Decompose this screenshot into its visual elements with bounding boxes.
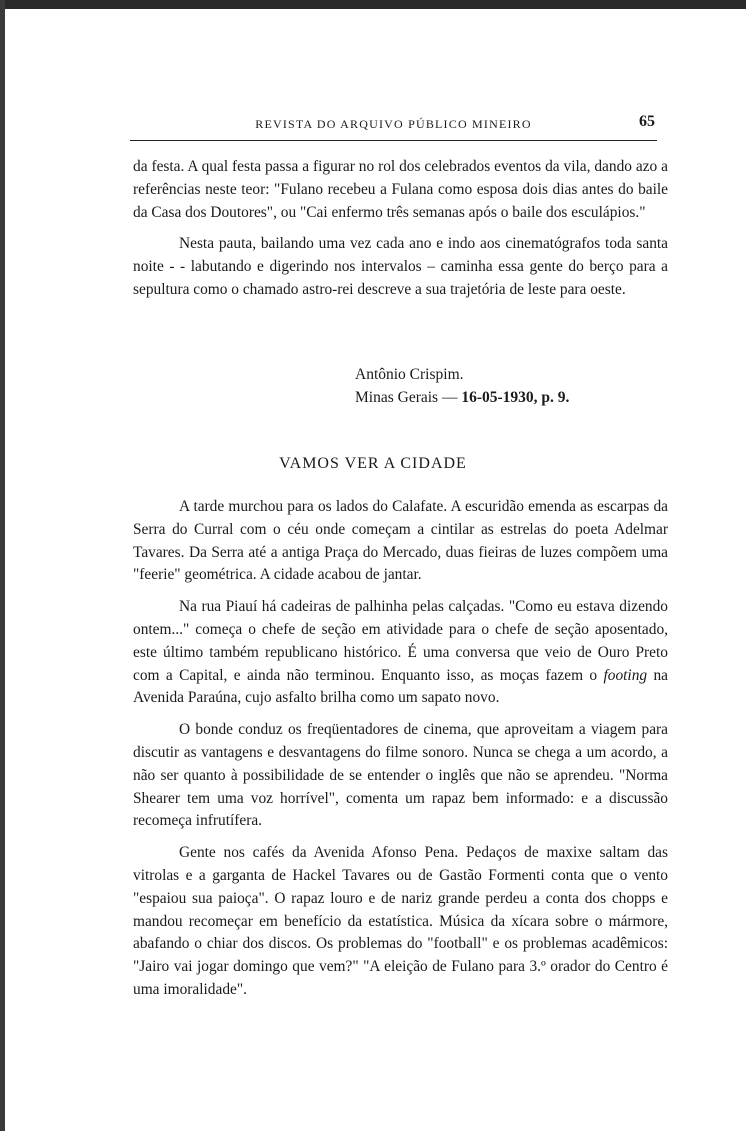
paragraph-continuation: da festa. A qual festa passa a figurar no rol dos celebrados eventos da vila, dando azo a referências neste teor: "Fulano recebeu a Fulana como esposa dois dias antes do baile da Casa dos Doutores", ou "Cai enfermo três semanas após o baile dos esculápios."	[133, 158, 668, 221]
page-header	[130, 113, 657, 141]
signature	[355, 363, 569, 409]
scan-edge-top	[0, 0, 746, 9]
paragraph-text: na Avenida Paraúna, cujo asfalto brilha como um sapato novo.	[133, 666, 668, 707]
paragraph: O bonde conduz os freqüentadores de cinema, que aproveitam a viagem para discutir as vantagens e desvantagens do filme sonoro. Nunca se chega a um acordo, a não ser quanto à possibilidade de se entender o inglês que não se aprendeu. "Norma Shearer tem uma voz horrível", comenta um rapaz bem informado: e a discussão recomeça infrutífera.	[133, 721, 668, 830]
section-title: VAMOS VER A CIDADE	[279, 455, 467, 472]
page-number: 65	[639, 113, 655, 130]
paragraph: A tarde murchou para os lados do Calafate. A escuridão emenda as escarpas da Serra do Curral com o céu onde começam a cintilar as estrelas do poeta Adelmar Tavares. Da Serra até a antiga Praça do Mercado, duas fieiras de luzes compõem uma "feerie" geométrica. A cidade acabou de jantar.	[133, 498, 668, 584]
signature-source	[355, 386, 569, 409]
signature-author: Antônio Crispim.	[355, 366, 464, 383]
source-name: Minas Gerais —	[355, 389, 462, 406]
scan-edge-left	[0, 0, 5, 1131]
source-date: 16-05-1930, p. 9.	[461, 389, 570, 406]
paragraph: Gente nos cafés da Avenida Afonso Pena. Pedaços de maxixe saltam das vitrolas e a garganta de Hackel Tavares ou de Gastão Formenti conta que o vento "espaiou sua paioça". O rapaz louro e de nariz grande perdeu a conta dos chopps e mandou recomeçar em benefício da estatística. Música da xícara sobre o mármore, abafando o chiar dos discos. Os problemas do "football" e os problemas acadêmicos: "Jairo vai jogar domingo que vem?" "A eleição de Fulano para 3.º orador do Centro é uma imoralidade".	[133, 844, 668, 998]
running-title: REVISTA DO ARQUIVO PÚBLICO MINEIRO	[255, 117, 532, 131]
paragraph	[133, 596, 668, 710]
paragraph-text: Na rua Piauí há cadeiras de palhinha pelas calçadas. "Como eu estava dizendo ontem..." começa o chefe de seção em atividade para o chefe de seção aposentado, este último também republicano histórico. É uma conversa que veio de Ouro Preto com a Capital, e ainda não terminou. Enquanto isso, as moças fazem o	[133, 598, 668, 684]
header-rule	[130, 140, 657, 141]
italic-word: footing	[603, 666, 648, 684]
section-text-block	[133, 496, 668, 1002]
top-text-block	[133, 156, 668, 302]
paragraph: Nesta pauta, bailando uma vez cada ano e indo aos cinematógrafos toda santa noite - - labutando e digerindo nos intervalos – caminha essa gente do berço para a sepultura como o chamado astro-rei descreve a sua trajetória de leste para oeste.	[133, 235, 668, 298]
